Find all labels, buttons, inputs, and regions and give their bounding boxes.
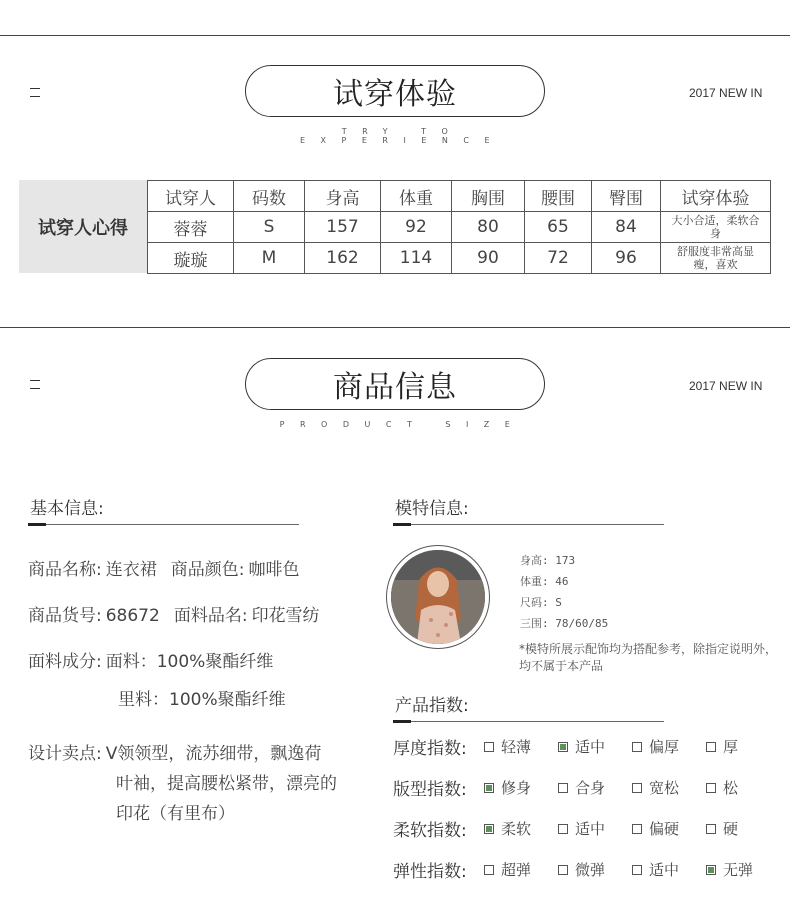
empty-box-icon	[558, 865, 568, 875]
new-in-tag: 2017 NEW IN	[689, 86, 763, 100]
heading-underline	[393, 721, 664, 722]
table-cell: 114	[381, 243, 452, 274]
table-header: 试穿体验	[661, 181, 771, 212]
info-label: 商品颜色:	[170, 560, 245, 580]
index-option-label: 合身	[575, 779, 606, 797]
table-header: 身高	[305, 181, 381, 212]
empty-box-icon	[706, 824, 716, 834]
index-option	[706, 777, 738, 798]
table-header-row	[148, 181, 771, 212]
index-option	[632, 777, 679, 798]
info-value: 面料：100%聚酯纤维	[105, 652, 274, 672]
decor-dash	[30, 388, 40, 389]
index-option	[484, 736, 531, 757]
index-label: 弹性指数:	[393, 862, 467, 882]
index-option	[632, 818, 679, 839]
top-divider	[0, 35, 790, 36]
table-cell: 84	[592, 212, 661, 243]
info-value: V领领型，流苏细带，飘逸荷	[105, 744, 322, 764]
index-option-label: 柔软	[501, 820, 532, 838]
table-cell: 90	[452, 243, 525, 274]
table-header: 试穿人	[148, 181, 234, 212]
index-option-label: 偏硬	[649, 820, 680, 838]
index-option	[632, 859, 679, 880]
table-row	[148, 212, 771, 243]
checked-box-icon	[484, 783, 494, 793]
checked-box-icon	[706, 865, 716, 875]
index-option	[558, 777, 605, 798]
index-option-label: 超弹	[501, 861, 532, 879]
decor-dash	[30, 96, 40, 97]
info-value-design-2: 叶袖，提高腰松紧带，漂亮的	[116, 774, 337, 794]
index-option-label: 厚	[723, 738, 739, 756]
empty-box-icon	[632, 865, 642, 875]
empty-box-icon	[706, 783, 716, 793]
checked-box-icon	[558, 742, 568, 752]
index-option-label: 硬	[723, 820, 739, 838]
table-cell: 72	[525, 243, 592, 274]
heading-underline	[28, 524, 299, 525]
fitting-side-label: 试穿人心得	[19, 180, 147, 273]
checked-box-icon	[484, 824, 494, 834]
index-option-label: 适中	[575, 738, 606, 756]
table-cell-comment: 舒服度非常高显瘦，喜欢	[661, 243, 771, 274]
model-height: 身高: 173	[520, 554, 576, 567]
info-value-lining: 里料：100%聚酯纤维	[118, 690, 286, 710]
info-value: 连衣裙	[105, 560, 157, 580]
table-header: 胸围	[452, 181, 525, 212]
empty-box-icon	[706, 742, 716, 752]
info-value: 印花雪纺	[251, 606, 320, 626]
model-size: 尺码: S	[520, 596, 562, 609]
index-option-label: 修身	[501, 779, 532, 797]
table-cell: 65	[525, 212, 592, 243]
section-subtitle-fitting: TRY TO EXPERIENCE	[299, 127, 505, 145]
table-cell: M	[234, 243, 305, 274]
table-cell: 157	[305, 212, 381, 243]
empty-box-icon	[632, 783, 642, 793]
basic-info-heading: 基本信息:	[30, 499, 104, 519]
section-subtitle-product: PRODUCT SIZE	[279, 420, 526, 429]
index-option-label: 松	[723, 779, 739, 797]
index-option	[558, 818, 605, 839]
index-option	[706, 859, 753, 880]
table-header: 臀围	[592, 181, 661, 212]
index-option	[706, 818, 738, 839]
table-header: 腰围	[525, 181, 592, 212]
section-title-fitting: 试穿体验	[245, 65, 545, 117]
info-label: 面料品名:	[173, 606, 248, 626]
product-index-heading: 产品指数:	[395, 696, 469, 716]
heading-underline	[393, 524, 664, 525]
table-cell: S	[234, 212, 305, 243]
index-option	[706, 736, 738, 757]
empty-box-icon	[484, 742, 494, 752]
index-option	[632, 736, 679, 757]
info-row-composition	[28, 647, 273, 672]
table-cell: 96	[592, 243, 661, 274]
index-option-label: 偏厚	[649, 738, 680, 756]
table-cell-comment: 大小合适，柔软合身	[661, 212, 771, 243]
index-label: 版型指数:	[393, 780, 467, 800]
info-row-sku	[28, 601, 320, 626]
index-option-label: 无弹	[723, 861, 754, 879]
model-photo	[391, 550, 485, 644]
model-weight: 体重: 46	[520, 575, 569, 588]
table-header: 码数	[234, 181, 305, 212]
info-row-design	[28, 739, 321, 764]
index-option	[558, 859, 605, 880]
table-cell: 璇璇	[148, 243, 234, 274]
table-cell: 蓉蓉	[148, 212, 234, 243]
table-header: 体重	[381, 181, 452, 212]
new-in-tag: 2017 NEW IN	[689, 379, 763, 393]
empty-box-icon	[632, 824, 642, 834]
index-option	[484, 859, 531, 880]
index-option-label: 微弹	[575, 861, 606, 879]
info-value: 咖啡色	[248, 560, 300, 580]
section-title-product: 商品信息	[245, 358, 545, 410]
empty-box-icon	[484, 865, 494, 875]
model-info-heading: 模特信息:	[395, 499, 469, 519]
index-option	[484, 777, 531, 798]
index-option-label: 轻薄	[501, 738, 532, 756]
index-label: 厚度指数:	[393, 739, 467, 759]
empty-box-icon	[632, 742, 642, 752]
info-row-name	[28, 555, 299, 580]
info-label: 面料成分:	[28, 652, 102, 672]
info-value: 68672	[105, 606, 160, 626]
table-cell: 80	[452, 212, 525, 243]
model-avatar	[386, 545, 490, 649]
index-label: 柔软指数:	[393, 821, 467, 841]
table-cell: 162	[305, 243, 381, 274]
section-divider	[0, 327, 790, 328]
info-value-design-3: 印花（有里布）	[116, 804, 235, 824]
empty-box-icon	[558, 824, 568, 834]
info-label: 设计卖点:	[28, 744, 102, 764]
info-label: 商品货号:	[28, 606, 102, 626]
decor-dash	[30, 380, 40, 381]
table-cell: 92	[381, 212, 452, 243]
index-option	[484, 818, 531, 839]
info-label: 商品名称:	[28, 560, 102, 580]
fitting-table	[147, 180, 771, 274]
empty-box-icon	[558, 783, 568, 793]
decor-dash	[30, 88, 40, 89]
index-option-label: 宽松	[649, 779, 680, 797]
table-row	[148, 243, 771, 274]
model-measurements: 三围: 78/60/85	[520, 617, 609, 630]
model-note: *模特所展示配饰均为搭配参考，除指定说明外，均不属于本产品	[519, 642, 778, 673]
index-option-label: 适中	[575, 820, 606, 838]
index-option-label: 适中	[649, 861, 680, 879]
index-option	[558, 736, 605, 757]
model-photo-illustration	[391, 550, 485, 644]
